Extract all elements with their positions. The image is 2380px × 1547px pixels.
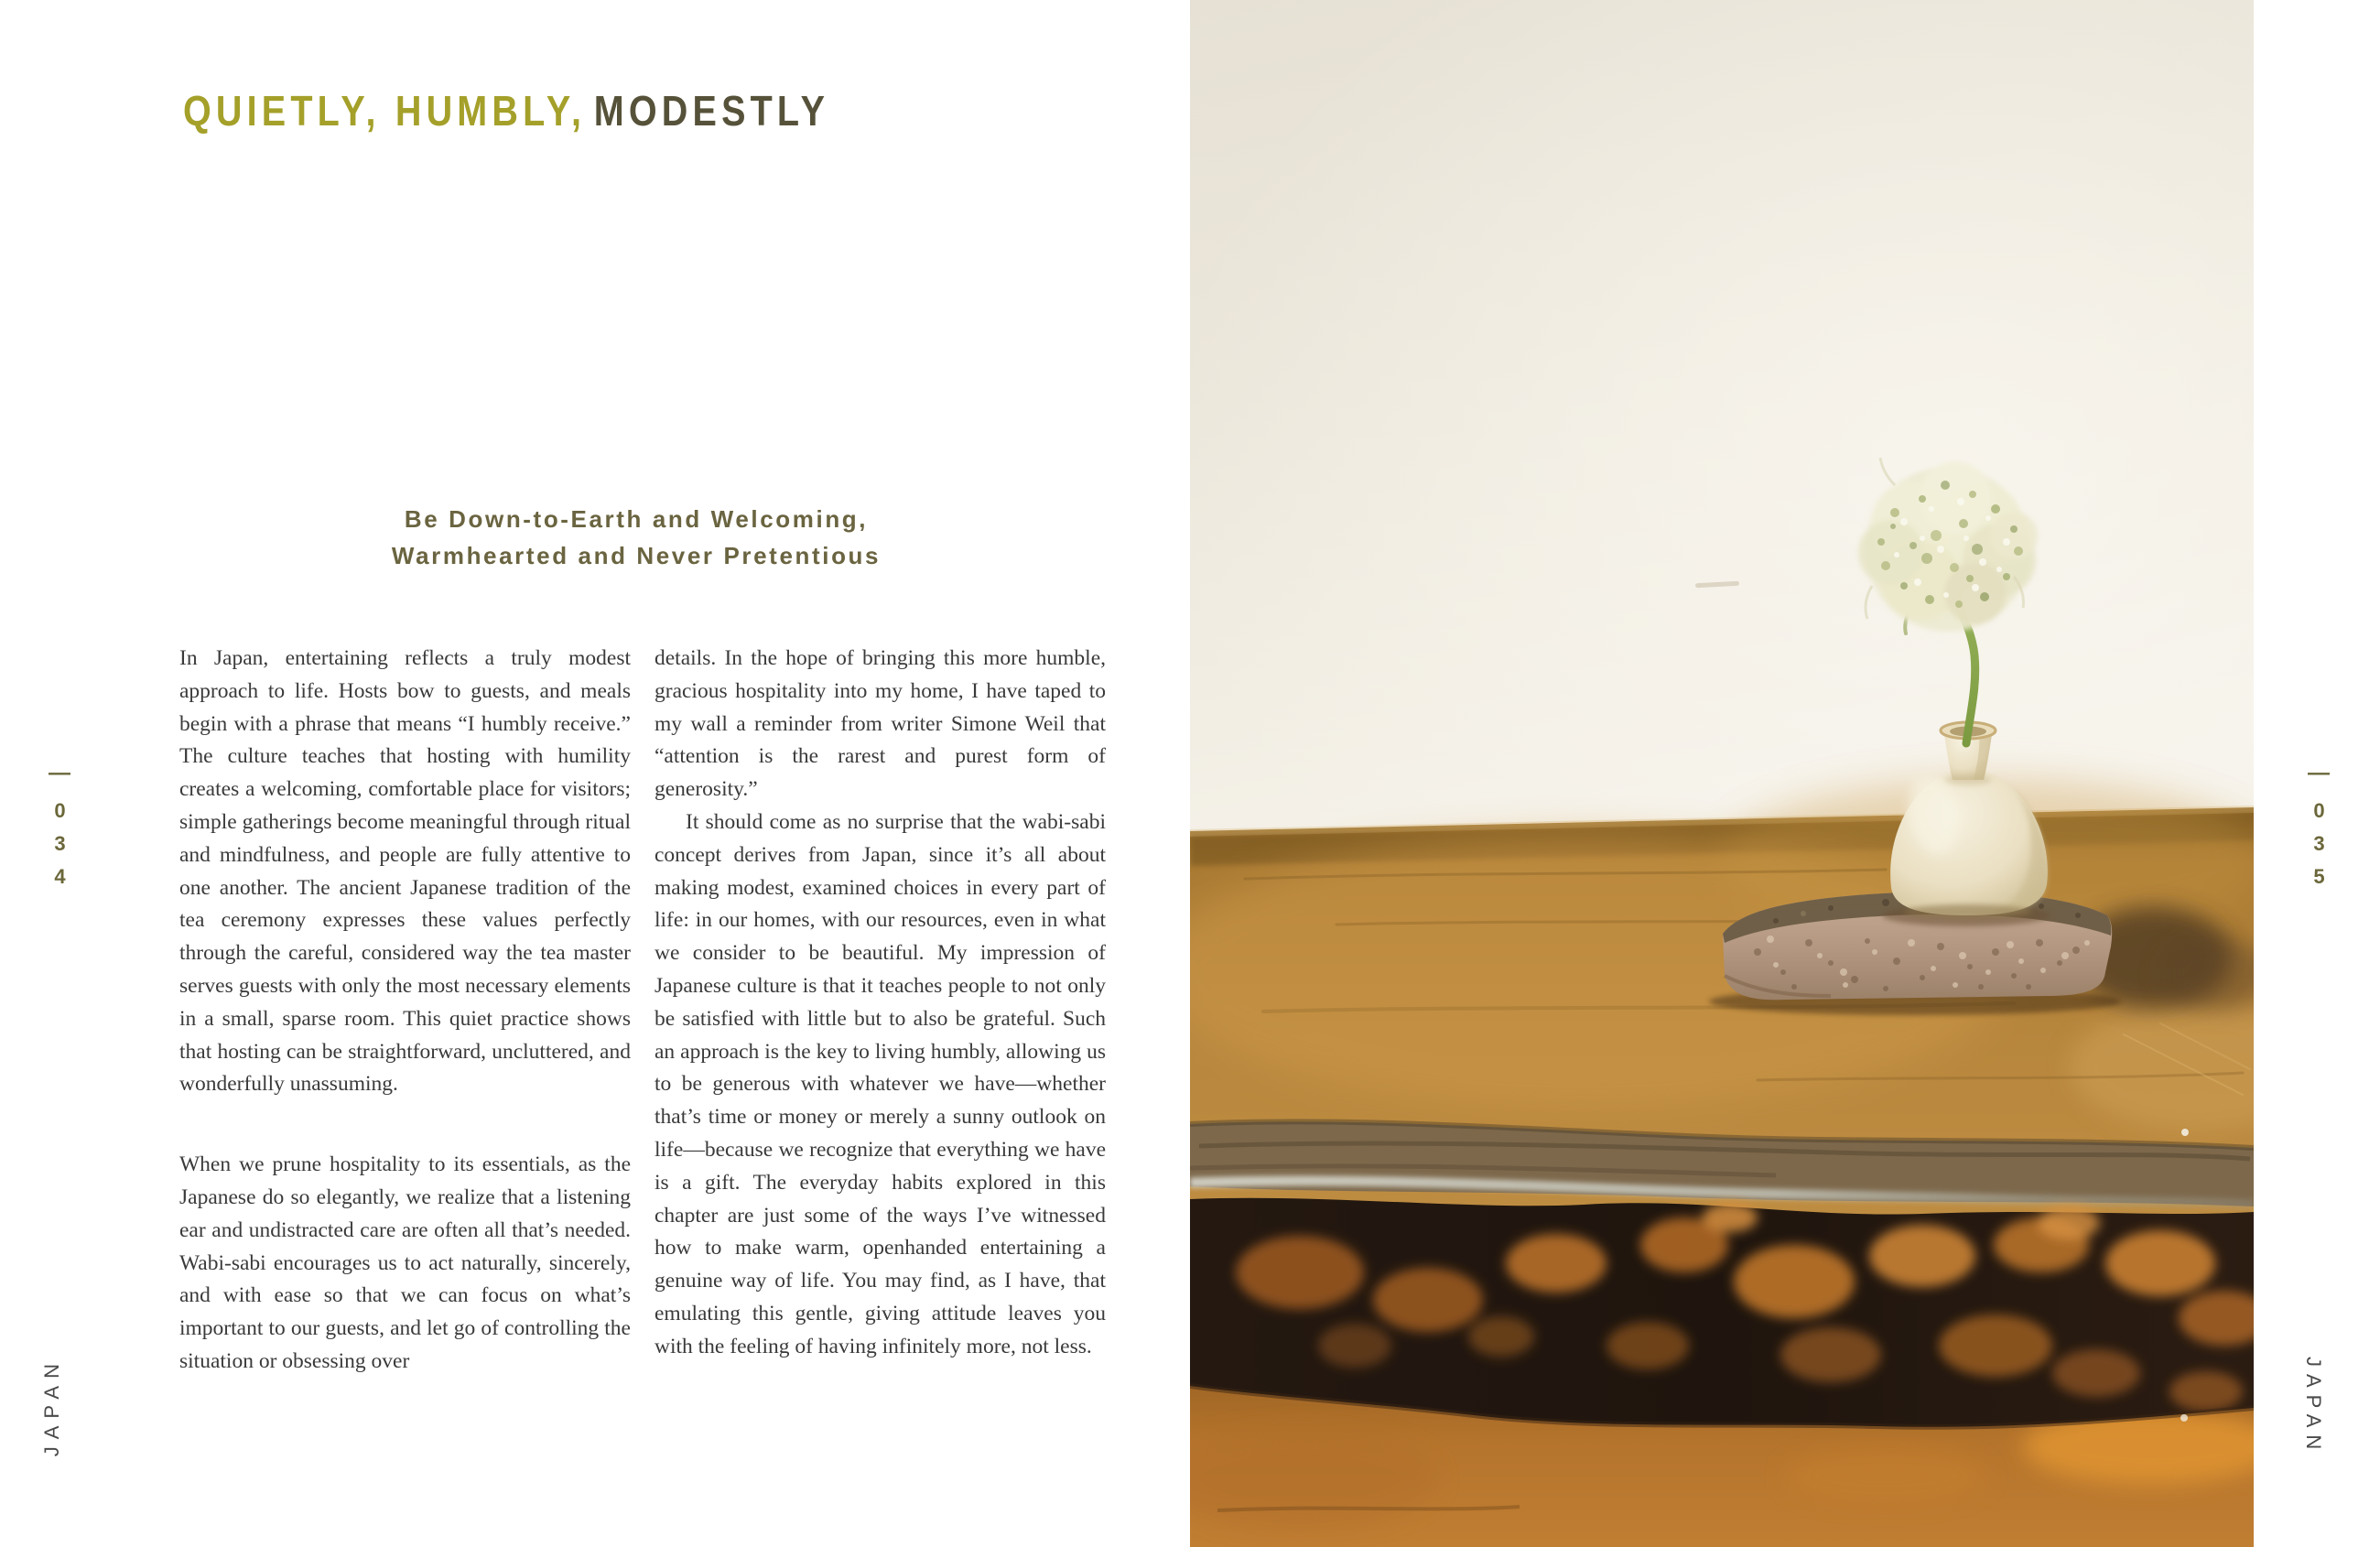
plaster-wall (1190, 0, 2254, 860)
still-life-photo (1190, 0, 2254, 1547)
paragraph: details. In the hope of bringing this more humble, gracious hospitality into my home, I have taped to my wall a reminder from writer Simone Weil that “attention is the rarest and purest form of generosity.” (654, 646, 1106, 802)
charred-grain-band (1190, 1198, 2254, 1427)
paragraph: In Japan, entertaining reflects a truly modest approach to life. Hosts bow to guests, and meals begin with a phrase that means “I humbly receive.” The culture teaches that hosting with humility creates a welcoming, comfortable place for visitors; simple gatherings become meaningful through ritual and mindfulness, and people are fully attentive to one another. The ancient Japanese tradition of the tea ceremony expresses these values perfectly through the careful, considered way the tea master serves guests with only the most necessary elements in a small, sparse room. This quiet practice shows that hosting can be straightforward, uncluttered, and wonderfully unassuming. (179, 646, 631, 1097)
body-column-2 (654, 643, 1106, 1496)
running-footer-right: JAPAN (2302, 1357, 2325, 1457)
chapter-subtitle-line2: Warmhearted and Never Pretentious (391, 542, 882, 569)
chapter-title-accent: QUIETLY, HUMBLY, (183, 87, 587, 135)
still-life-photo-art (1190, 0, 2254, 1547)
folio-digits: 035 (2308, 799, 2331, 898)
paragraph: It should come as no surprise that the wabi-sabi concept derives from Japan, since it’s all about making modest, examined choices in every part of life: in our homes, with our resources, even in what we consider to be beautiful. My impression of Japanese culture is that it teaches people to not only be satisfied with little but to also be grateful. Such an approach is the key to living humbly, allowing us to be generous with whatever we have—whether that’s time or money or merely a sunny outlook on life—because we recognize that everything we have is a gift. The everyday habits explored in this chapter are just some of the ways I’ve witnessed how to make warm, openhanded entertaining a genuine way of life. You may find, as I have, that emulating this gentle, giving attitude leaves you with the feeling of having infinitely more, not less. (654, 809, 1106, 1358)
body-column-1 (179, 643, 631, 1496)
body-text (179, 643, 1106, 1496)
page-number-left (44, 763, 75, 898)
folio-dash: — (2308, 761, 2330, 785)
page-number-right (2303, 763, 2334, 898)
chapter-title-rest: MODESTLY (593, 87, 830, 135)
folio-digits: 034 (49, 799, 71, 898)
chapter-subtitle (188, 501, 1085, 574)
folio-dash: — (49, 761, 70, 785)
running-footer-left: JAPAN (40, 1357, 63, 1457)
chapter-subtitle-line1: Be Down-to-Earth and Welcoming, (404, 505, 869, 533)
paragraph: When we prune hospitality to its essentials, as the Japanese do so elegantly, we realize that a listening ear and undistracted care are often all that’s needed. Wabi-sabi encourages us to act naturally, sincerely, and with ease so that we can focus on what’s important to our guests, and let go of controlling the situation or obsessing over (179, 1152, 631, 1373)
chapter-title (183, 86, 829, 136)
